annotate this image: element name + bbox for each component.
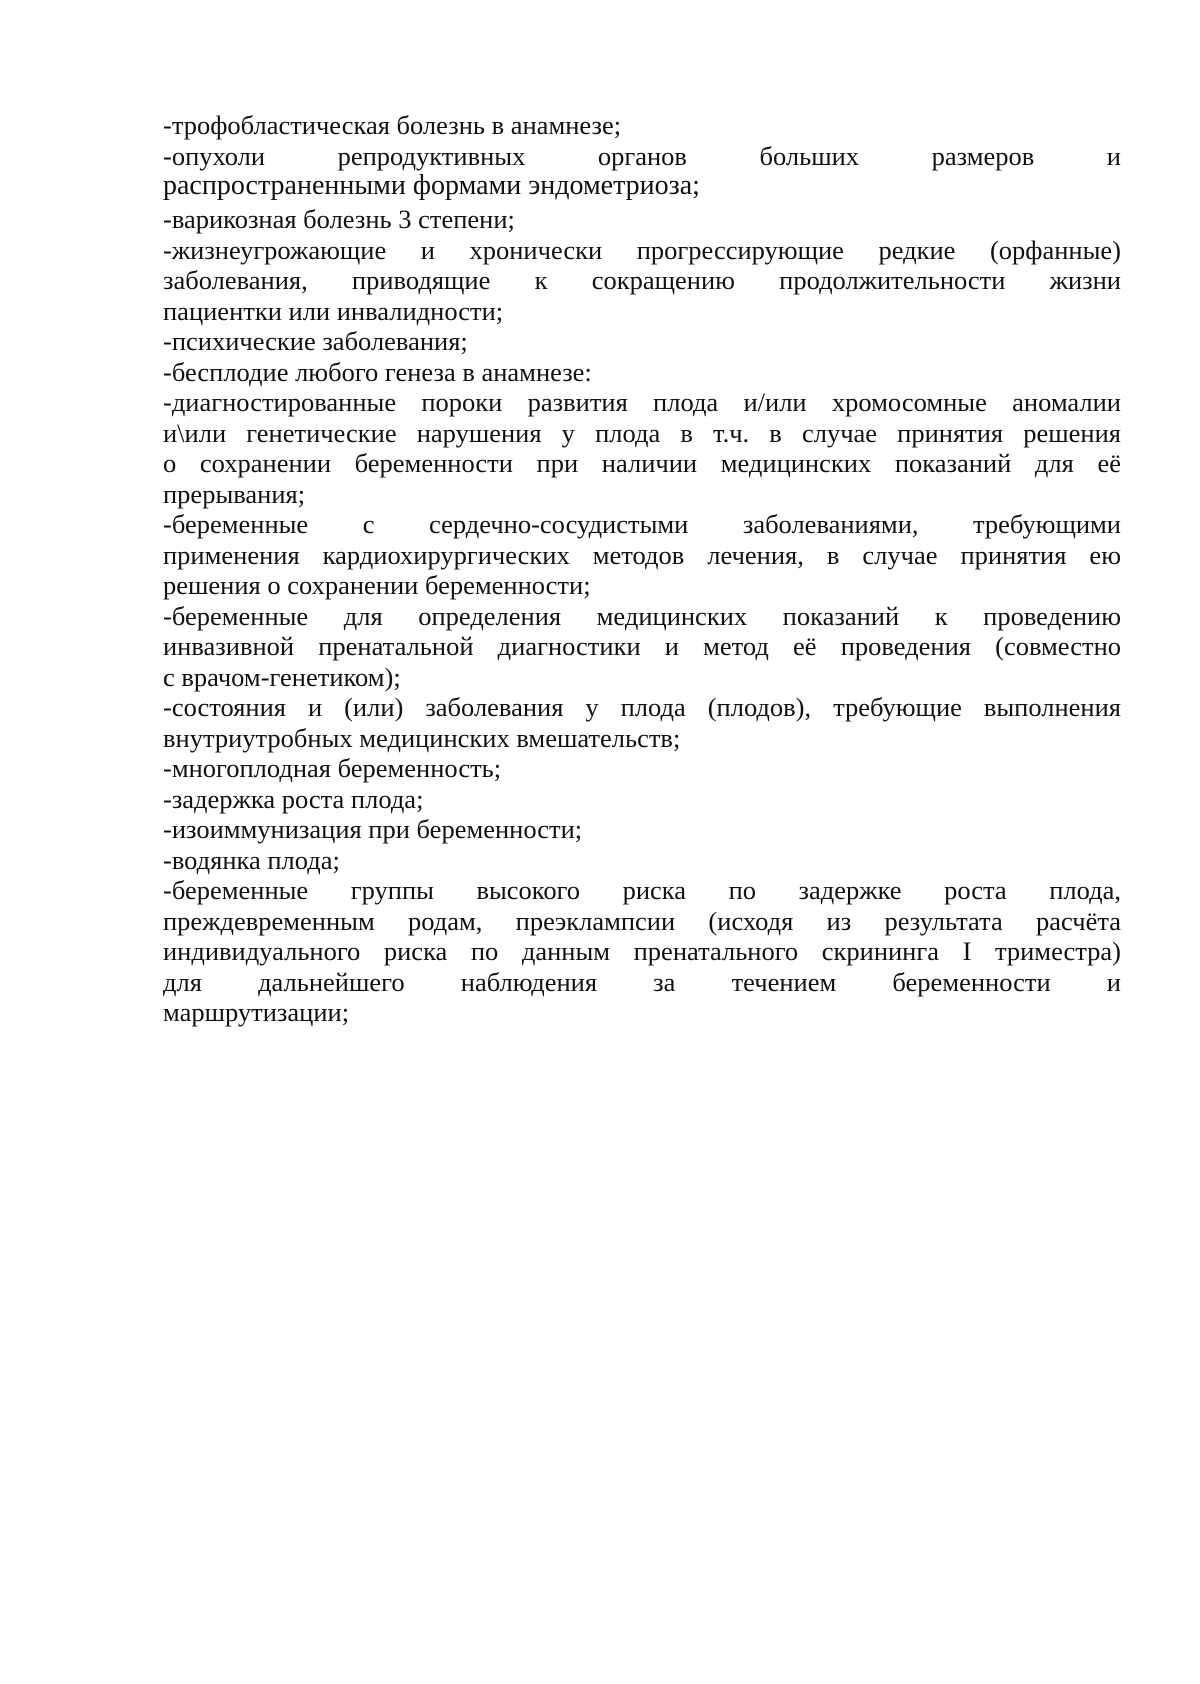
text-line: -трофобластическая болезнь в анамнезе; [163, 110, 622, 140]
text-line: с врачом-генетиком); [163, 661, 401, 692]
text-line: -беременные с сердечно-сосудистыми заболеваниями, требующими [163, 509, 1121, 539]
text-line: о сохранении беременности при наличии медицинских показаний для её [163, 448, 1121, 478]
text-line: решения о сохранении беременности; [163, 570, 591, 600]
text-line: инвазивной пренатальной диагностики и метод её проведения (совместно [163, 631, 1121, 661]
text-line: -многоплодная беременность; [163, 753, 502, 783]
text-line: -жизнеугрожающие и хронически прогрессирующие редкие (орфанные) [163, 234, 1121, 265]
text-line: заболевания, приводящие к сокращению продолжительности жизни [163, 265, 1121, 295]
text-line: индивидуального риска по данным пренатального скрининга I триместра) [163, 936, 1121, 966]
text-line: -диагностированные пороки развития плода и/или хромосомные аномалии [163, 387, 1121, 417]
text-line: -изоиммунизация при беременности; [163, 814, 583, 844]
text-line: прерывания; [163, 478, 306, 509]
text-line: -опухоли репродуктивных органов больших размеров и [163, 140, 1121, 171]
text-line: распространенными формами эндометриоза; [163, 170, 700, 201]
text-line: внутриутробных медицинских вмешательств; [163, 722, 681, 753]
text-line: преждевременным родам, преэклампсии (исходя из результата расчёта [163, 905, 1121, 936]
text-line: -состояния и (или) заболевания у плода (плодов), требующие выполнения [163, 692, 1121, 722]
text-line: -задержка роста плода; [163, 783, 424, 814]
text-line: -водянка плода; [163, 844, 340, 875]
text-line: -беременные для определения медицинских показаний к проведению [163, 600, 1121, 631]
text-line: пациентки или инвалидности; [163, 295, 504, 326]
text-line: и\или генетические нарушения у плода в т.ч. в случае принятия решения [163, 417, 1121, 448]
text-line: -беременные группы высокого риска по задержке роста плода, [163, 875, 1121, 905]
text-line: -бесплодие любого генеза в анамнезе: [163, 356, 592, 387]
text-line: применения кардиохирургических методов лечения, в случае принятия ею [163, 539, 1121, 570]
text-line: маршрутизации; [163, 997, 350, 1027]
document-text [163, 110, 1121, 1028]
text-line: -психические заболевания; [163, 326, 468, 356]
text-line: -варикозная болезнь 3 степени; [163, 204, 515, 234]
text-line: для дальнейшего наблюдения за течением беременности и [163, 966, 1121, 997]
